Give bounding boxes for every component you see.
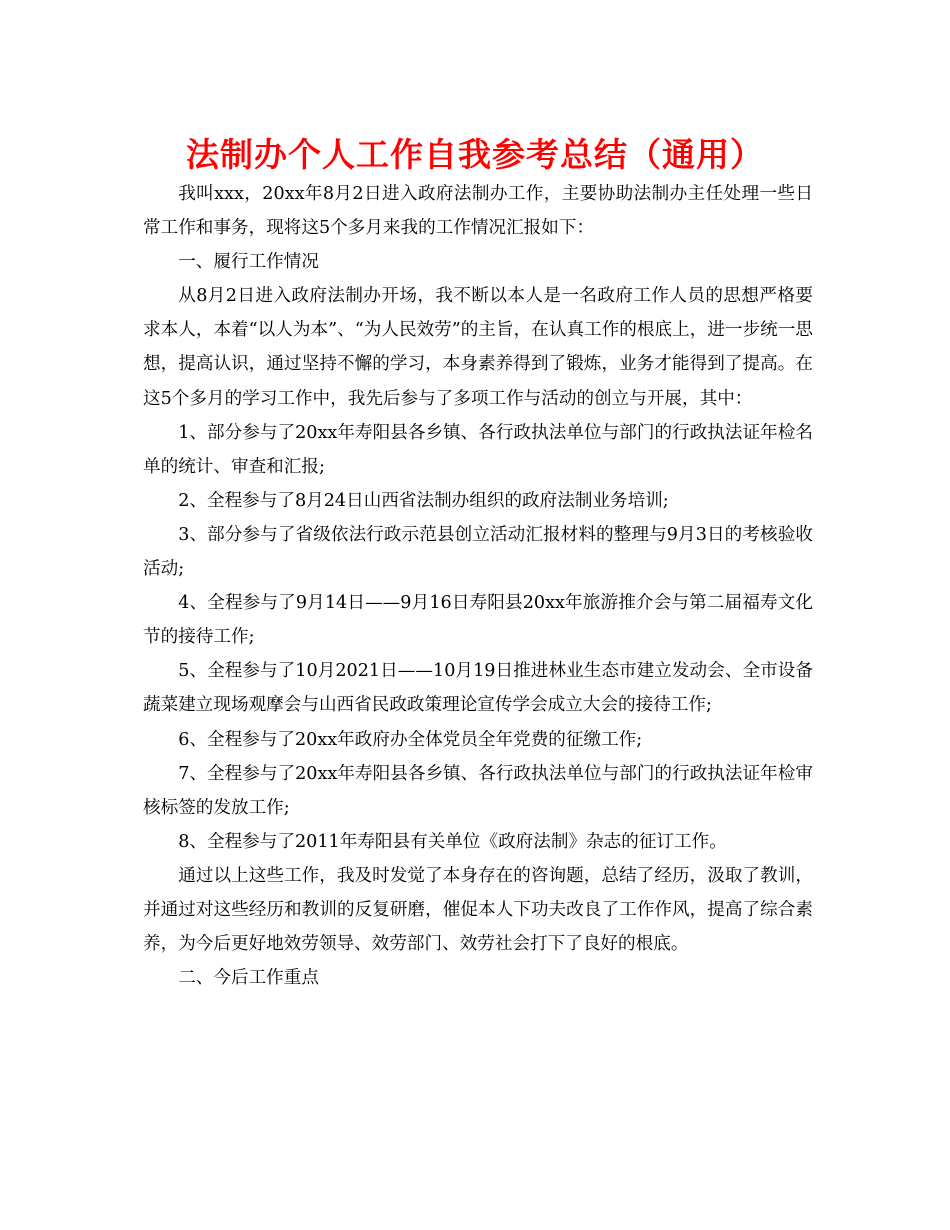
paragraph-intro: 我叫xxx，20xx年8月2日进入政府法制办工作，主要协助法制办主任处理一些日常工作和事务，现将这5个多月来我的工作情况汇报如下： (143, 184, 813, 239)
document-body (143, 177, 813, 995)
list-item-7: 7、全程参与了20xx年寿阳县各乡镇、各行政执法单位与部门的行政执法证年检审核标签的发放工作; (143, 763, 813, 818)
list-item-8: 8、全程参与了2011年寿阳县有关单位《政府法制》杂志的征订工作。 (178, 831, 727, 852)
list-item-1: 1、部分参与了20xx年寿阳县各乡镇、各行政执法单位与部门的行政执法证年检名单的统计、审查和汇报; (143, 422, 813, 477)
list-item-2: 2、全程参与了8月24日山西省法制办组织的政府法制业务培训; (178, 490, 669, 511)
list-item-5: 5、全程参与了10月2021日——10月19日推进林业生态市建立发动会、全市设备蔬菜建立现场观摩会与山西省民政政策理论宣传学会成立大会的接待工作; (143, 661, 813, 716)
paragraph-summary: 通过以上这些工作，我及时发觉了本身存在的咨询题，总结了经历，汲取了教训，并通过对这些经历和教训的反复研磨，催促本人下功夫改良了工作作风，提高了综合素养，为今后更好地效劳领导、效劳部门、效劳社会打下了良好的根底。 (143, 865, 813, 955)
list-item-4: 4、全程参与了9月14日——9月16日寿阳县20xx年旅游推介会与第二届福寿文化节的接待工作; (143, 593, 813, 648)
list-item-6: 6、全程参与了20xx年政府办全体党员全年党费的征缴工作; (178, 729, 643, 750)
paragraph-overview: 从8月2日进入政府法制办开场，我不断以本人是一名政府工作人员的思想严格要求本人，本着“以人为本”、“为人民效劳”的主旨，在认真工作的根底上，进一步统一思想，提高认识，通过坚持不懈的学习，本身素养得到了锻炼，业务才能得到了提高。在这5个多月的学习工作中，我先后参与了多项工作与活动的创立与开展，其中： (143, 286, 813, 409)
section-heading-2: 二、今后工作重点 (178, 968, 319, 989)
list-item-3: 3、部分参与了省级依法行政示范县创立活动汇报材料的整理与9月3日的考核验收活动; (143, 524, 813, 580)
section-heading-1: 一、履行工作情况 (178, 252, 319, 273)
document-title: 法制办个人工作自我参考总结（通用） (186, 135, 764, 174)
